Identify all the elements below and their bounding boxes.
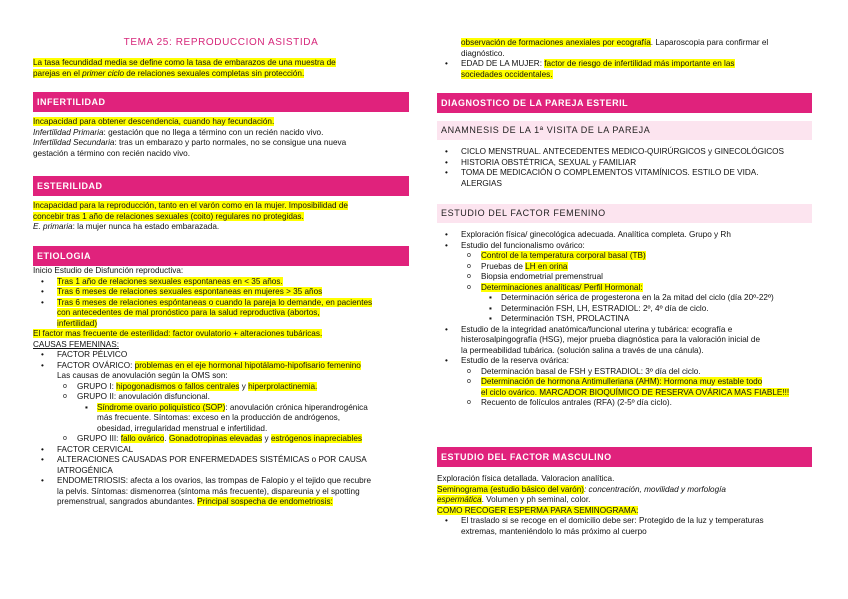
masculino-header: ESTUDIO DEL FACTOR MASCULINO [437,447,812,467]
infertilidad-header: INFERTILIDAD [33,92,409,112]
right-top-text: observación de formaciones anexiales por ecografía. Laparoscopia para confirmar el diagnóstico. • EDAD DE LA MUJER: factor de riesgo de infertilidad más importante en las sociedades occidentales. [437,38,812,80]
diagnostico-header: DIAGNOSTICO DE LA PAREJA ESTERIL [437,93,812,113]
anamnesis-subheader: ANAMNESIS DE LA 1ª VISITA DE LA PAREJA [437,121,812,140]
etiologia-header: ETIOLOGIA [33,246,409,266]
esterilidad-text: Incapacidad para la reproducción, tanto en el varón como en la mujer. Imposibilidad de concebir tras 1 año de relaciones sexuales (coito) regulares no protegidas. E. primaria: la mujer nunca ha estado embarazada. [33,201,348,231]
masculino-text: Exploración física detallada. Valoracion analítica. Seminograma (estudio básico del varón): concentración, movilidad y morfología espermática. Volumen y ph seminal, color. COMO RECOGER ESPERMA PARA SEMINOGRAMA: • El traslado si se recoge en el domicilio debe ser: Protegido de la luz y temperaturas extremas, manteniéndolo lo más próximo al cuerpo [437,474,812,537]
femenino-subheader: ESTUDIO DEL FACTOR FEMENINO [437,204,812,223]
etiologia-text: Inicio Estudio de Disfunción reproductiva: • Tras 1 año de relaciones sexuales espontaneas en < 35 años. • Tras 6 meses de relaciones sexuales espontaneas en mujeres > 35 años • Tras 6 meses de relaciones espóntaneas o cuando la pareja lo demande, en pacientes con antecedentes de mal pronóstico para la salud reproductiva (abortos, infertilidad) El factor mas frecuente de esterilidad: factor ovulatorio + alteraciones tubáricas. CAUSAS FEMENINAS: • FACTOR PÉLVICO • FACTOR OVÁRICO: problemas en el eje hormonal hipotálamo-hipofisario femenino Las causas de anovulación según la OMS son: o GRUPO I: hipogonadismos o fallos centrales y hiperprolactinemia. o GRUPO II: anovulación disfuncional. ▪ Síndrome ovario poliquístico (SOP): anovulación crónica hiperandrogénica más frecuente. Síntomas: exceso en la producción de andrógenos, obesidad, irregularidad menstrual e infertilidad. o GRUPO III: fallo ovárico. Gonadotropinas elevadas y estrógenos inapreciables • FACTOR CERVICAL • ALTERACIONES CAUSADAS POR ENFERMEDADES SISTÉMICAS o POR CAUSA IATROGÉNICA • ENDOMETRIOSIS: afecta a los ovarios, las trompas de Falopio y el tejido que recubre la pelvis. Síntomas: dismenorrea (síntoma más frecuente), dispareunia y el spotting premenstrual, sangrados abundantes. Principal sospecha de endometriosis: [33,266,409,508]
femenino-list: • Exploración física/ ginecológica adecuada. Analítica completa. Grupo y Rh • Estudio del funcionalismo ovárico: o Control de la temperatura corporal basal (TB) o Pruebas de LH en orina o Biopsia endometrial premenstrual o Determinaciones analíticas/ Perfil Hormonal: ▪ Determinación sérica de progesterona en la 2a mitad del ciclo (día 20º-22º) ▪ Determinación FSH, LH, ESTRADIOL: 2º, 4º día de ciclo. ▪ Determinación TSH, PROLACTINA • Estudio de la integridad anatómica/funcional uterina y tubárica: ecografía e histerosalpingografía (HSG), mejor prueba diagnóstica para la valoración inicial de la permeabilidad tubárica. (solución salina a través de una cánula). • Estudio de la reserva ovárica: o Determinación basal de FSH y ESTRADIOL: 3º día del ciclo. o Determinación de hormona Antimulleriana (AHM): Hormona muy estable todo el ciclo ovárico. MARCADOR BIOQUÍMICO DE RESERVA OVÁRICA MAS FIABLE!!! o Recuento de folículos antrales (RFA) (2-5º día ciclo). [437,230,812,409]
infertilidad-text: Incapacidad para obtener descendencia, cuando hay fecundación. Infertilidad Primaria: gestación que no llega a término con un recién nacido vivo. Infertilidad Secundaria: tras un embarazo y parto normales, no se consigue una nueva gestación a término con recién nacido vivo. [33,117,347,158]
esterilidad-header: ESTERILIDAD [33,176,409,196]
anamnesis-list: • CICLO MENSTRUAL. ANTECEDENTES MEDICO-QUIRÚRGICOS y GINECOLÓGICOS • HISTORIA OBSTÉTRICA, SEXUAL y FAMILIAR • TOMA DE MEDICACIÓN O COMPLEMENTOS VITAMÍNICOS. ESTILO DE VIDA. ALERGIAS [437,147,812,189]
intro-paragraph: La tasa fecundidad media se define como la tasa de embarazos de una muestra de parejas en el primer ciclo de relaciones sexuales completas sin protección. [33,58,336,78]
page-title: TEMA 25: REPRODUCCION ASISTIDA [123,37,319,48]
